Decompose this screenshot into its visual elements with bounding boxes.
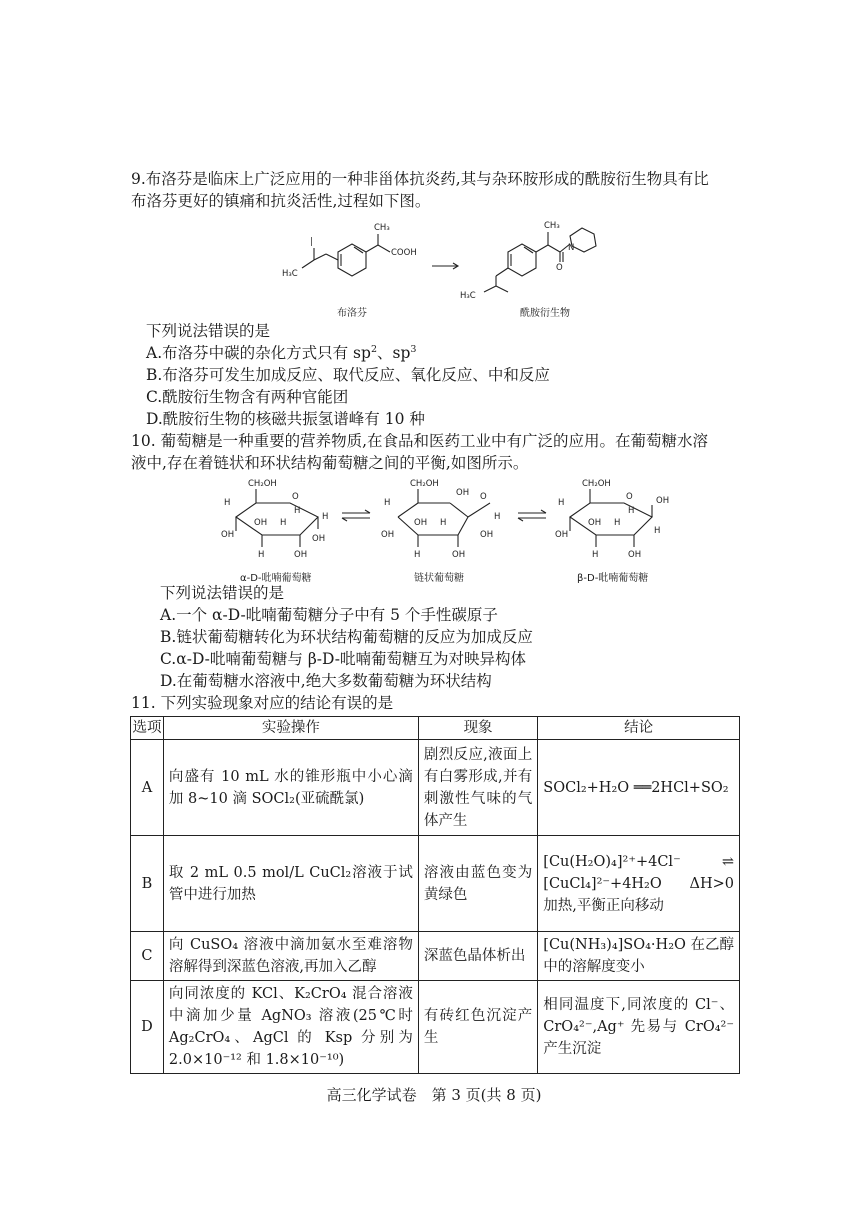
table-row: [131, 932, 740, 981]
q10-stem-line2: 液中,存在着链状和环状结构葡萄糖之间的平衡,如图所示。: [131, 454, 529, 472]
svg-text:COOH: COOH: [391, 248, 417, 258]
svg-text:H: H: [294, 506, 301, 516]
svg-text:CH₂OH: CH₂OH: [248, 479, 277, 489]
q10-question: 下列说法错误的是: [160, 584, 285, 602]
svg-text:CH₂OH: CH₂OH: [582, 479, 611, 489]
svg-text:OH: OH: [381, 530, 395, 540]
svg-text:H: H: [592, 550, 599, 560]
svg-text:|: |: [310, 237, 313, 247]
svg-text:N: N: [568, 243, 575, 253]
svg-text:OH: OH: [588, 518, 602, 528]
table-row: [131, 740, 740, 836]
row-phenomenon: 剧烈反应,液面上有白雾形成,并有刺激性气味的气体产生: [418, 740, 537, 836]
svg-text:OH: OH: [555, 530, 569, 540]
svg-text:OH: OH: [414, 518, 428, 528]
svg-text:H₃C: H₃C: [282, 269, 298, 279]
ibuprofen-label: 布洛芬: [337, 308, 367, 319]
svg-text:H: H: [414, 550, 421, 560]
q10-stem-line1: 10. 葡萄糖是一种重要的营养物质,在食品和医药工业中有广泛的应用。在葡萄糖水溶: [131, 432, 709, 450]
q9-question: 下列说法错误的是: [146, 322, 271, 340]
svg-text:H: H: [258, 550, 265, 560]
svg-text:CH₂OH: CH₂OH: [410, 479, 439, 489]
row-option: C: [131, 932, 164, 981]
q10-option-c: C.α-D-吡喃葡萄糖与 β-D-吡喃葡萄糖互为对映异构体: [160, 650, 526, 668]
chain-glucose-label: 链状葡萄糖: [414, 573, 464, 584]
svg-text:H: H: [224, 498, 231, 508]
row-operation: 向 CuSO₄ 溶液中滴加氨水至难溶物溶解得到深蓝色溶液,再加入乙醇: [163, 932, 418, 981]
svg-text:OH: OH: [456, 488, 470, 498]
q9-option-a-sup2: 3: [410, 343, 417, 355]
row-conclusion: [Cu(NH₃)₄]SO₄·H₂O 在乙醇中的溶解度变小: [538, 932, 740, 981]
experiment-table: [130, 716, 740, 1074]
q10-option-a: A.一个 α-D-吡喃葡萄糖分子中有 5 个手性碳原子: [160, 606, 498, 624]
svg-text:CH₃: CH₃: [544, 221, 560, 231]
q9-stem-line1: 9.布洛芬是临床上广泛应用的一种非甾体抗炎药,其与杂环胺形成的酰胺衍生物具有比: [131, 170, 709, 188]
svg-text:O: O: [480, 492, 487, 502]
q9-option-a: [146, 342, 416, 364]
glucose-equilibrium-diagram: [218, 473, 678, 568]
row-phenomenon: 有砖红色沉淀产生: [418, 981, 537, 1074]
svg-text:O: O: [556, 263, 563, 273]
svg-text:H: H: [440, 518, 447, 528]
q9-option-a-mid: 、sp: [376, 344, 411, 362]
row-option: D: [131, 981, 164, 1074]
page-footer: 高三化学试卷 第 3 页(共 8 页): [326, 1086, 542, 1104]
header-phenomenon: 现象: [418, 717, 537, 740]
row-operation: 取 2 mL 0.5 mol/L CuCl₂溶液于试管中进行加热: [163, 836, 418, 932]
row-phenomenon: 深蓝色晶体析出: [418, 932, 537, 981]
q9-option-c: C.酰胺衍生物含有两种官能团: [146, 388, 349, 406]
row-option: A: [131, 740, 164, 836]
svg-text:OH: OH: [656, 496, 670, 506]
svg-text:O: O: [626, 492, 633, 502]
q10-option-b: B.链状葡萄糖转化为环状结构葡萄糖的反应为加成反应: [160, 628, 533, 646]
svg-text:H: H: [558, 498, 565, 508]
svg-text:O: O: [292, 492, 299, 502]
row-operation: 向同浓度的 KCl、K₂CrO₄ 混合溶液中滴加少量 AgNO₃ 溶液(25℃时 Ag₂CrO₄、AgCl 的 Ksp 分别为 2.0×10⁻¹² 和 1.8×10⁻¹⁰): [163, 981, 418, 1074]
svg-text:H: H: [494, 512, 501, 522]
q11-stem: 11. 下列实验现象对应的结论有误的是: [131, 694, 394, 712]
header-option: 选项: [131, 717, 164, 740]
q9-option-d: D.酰胺衍生物的核磁共振氢谱峰有 10 种: [146, 410, 425, 428]
q10-option-d: D.在葡萄糖水溶液中,绝大多数葡萄糖为环状结构: [160, 672, 492, 690]
row-option: B: [131, 836, 164, 932]
header-conclusion: 结论: [538, 717, 740, 740]
svg-text:OH: OH: [312, 534, 326, 544]
table-header-row: [131, 717, 740, 740]
row-operation: 向盛有 10 mL 水的锥形瓶中小心滴加 8~10 滴 SOCl₂(亚硫酰氯): [163, 740, 418, 836]
row-conclusion: SOCl₂+H₂O ══2HCl+SO₂: [538, 740, 740, 836]
table-row: [131, 836, 740, 932]
svg-text:OH: OH: [452, 550, 466, 560]
row-phenomenon: 溶液由蓝色变为黄绿色: [418, 836, 537, 932]
q9-option-a-sup1: 2: [370, 343, 377, 355]
svg-text:H: H: [322, 512, 329, 522]
header-operation: 实验操作: [163, 717, 418, 740]
table-row: [131, 981, 740, 1074]
svg-text:H: H: [614, 518, 621, 528]
ibuprofen-reaction-scheme: [270, 212, 630, 302]
svg-text:H: H: [384, 498, 391, 508]
svg-text:OH: OH: [294, 550, 308, 560]
svg-text:OH: OH: [480, 530, 494, 540]
svg-text:OH: OH: [254, 518, 268, 528]
row-conclusion: [Cu(H₂O)₄]²⁺+4Cl⁻ ⇌ [CuCl₄]²⁻+4H₂O ΔH>0 加热,平衡正向移动: [538, 836, 740, 932]
svg-text:H: H: [628, 506, 635, 516]
q9-option-a-pre: A.布洛芬中碳的杂化方式只有 sp: [146, 344, 371, 362]
alpha-glucose-label: α-D-吡喃葡萄糖: [240, 573, 312, 584]
row-conclusion: 相同温度下,同浓度的 Cl⁻、CrO₄²⁻,Ag⁺ 先易与 CrO₄²⁻产生沉淀: [538, 981, 740, 1074]
amide-derivative-label: 酰胺衍生物: [520, 308, 570, 319]
svg-text:H: H: [280, 518, 287, 528]
svg-text:OH: OH: [628, 550, 642, 560]
beta-glucose-label: β-D-吡喃葡萄糖: [577, 573, 649, 584]
svg-text:H: H: [654, 526, 661, 536]
svg-text:CH₃: CH₃: [374, 223, 390, 233]
svg-text:OH: OH: [221, 530, 235, 540]
q9-option-b: B.布洛芬可发生加成反应、取代反应、氧化反应、中和反应: [146, 366, 550, 384]
q9-stem-line2: 布洛芬更好的镇痛和抗炎活性,过程如下图。: [131, 192, 431, 210]
svg-text:H₃C: H₃C: [460, 291, 476, 301]
